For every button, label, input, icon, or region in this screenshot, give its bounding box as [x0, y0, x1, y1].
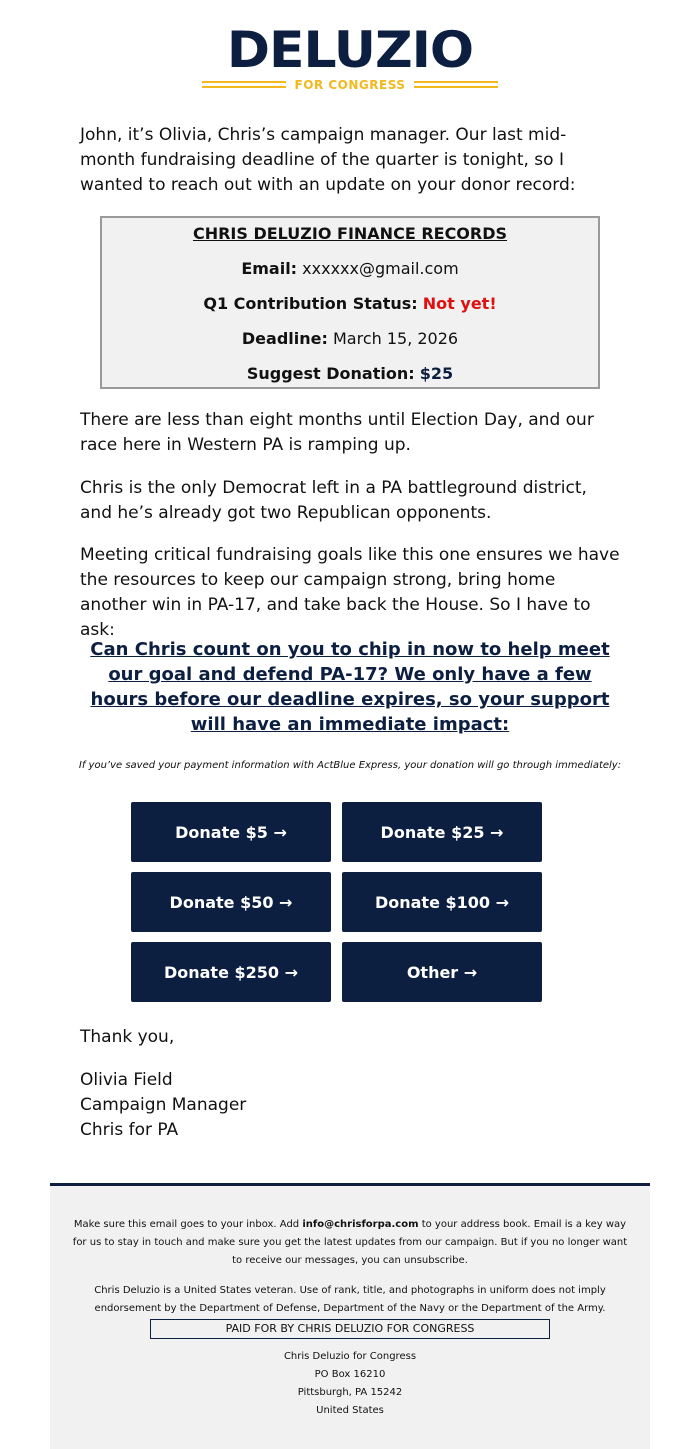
donation-value: $25 — [419, 364, 454, 383]
logo-rule-left-bottom — [202, 86, 286, 88]
deadline-label: Deadline: — [241, 329, 328, 348]
signoff-org: Chris for PA — [80, 1120, 179, 1140]
donate-100-button[interactable]: Donate $100 → — [342, 872, 542, 932]
paid-for-box: PAID FOR BY CHRIS DELUZIO FOR CONGRESS — [150, 1319, 550, 1339]
email-footer — [50, 1183, 650, 1449]
intro-paragraph: John, it’s Olivia, Chris’s campaign manager. Our last mid-month fundraising deadline of the quarter is tonight, so I wanted to reach out with an update on your donor record: — [80, 125, 576, 195]
logo-rule-left-top — [202, 81, 286, 83]
footer-disclaimer: Chris Deluzio is a United States veteran. Use of rank, title, and photographs in uniform does not imply endorsement by the Department of Defense, Department of the Navy or the Department of the Army. — [94, 1285, 606, 1314]
deadline-value: March 15, 2026 — [332, 329, 459, 348]
footer-inbox-text: Make sure this email goes to your inbox. Add — [73, 1219, 303, 1230]
records-email-row — [102, 253, 598, 288]
logo-tagline-row — [200, 78, 500, 94]
records-title-row — [102, 218, 598, 253]
records-title: CHRIS DELUZIO FINANCE RECORDS — [192, 224, 508, 243]
logo-rule-right-bottom — [414, 86, 498, 88]
actblue-express-note: If you’ve saved your payment information with ActBlue Express, your donation will go through immediately: — [78, 760, 622, 771]
address-line: United States — [316, 1405, 384, 1416]
donate-other-button[interactable]: Other → — [342, 942, 542, 1002]
unsubscribe-link[interactable]: unsubscribe — [404, 1255, 465, 1266]
donate-50-button[interactable]: Donate $50 → — [131, 872, 331, 932]
email-label: Email: — [241, 259, 298, 278]
footer-inbox-note — [70, 1216, 630, 1270]
finance-records-box — [100, 216, 600, 389]
records-donation-row — [102, 358, 598, 393]
address-line: Chris Deluzio for Congress — [283, 1351, 417, 1362]
body-paragraph: There are less than eight months until Election Day, and our race here in Western PA is ramping up. — [80, 410, 594, 455]
campaign-logo — [200, 21, 500, 96]
status-value: Not yet! — [422, 294, 497, 313]
logo-rule-right-top — [414, 81, 498, 83]
signoff-role: Campaign Manager — [80, 1095, 247, 1115]
donate-5-button[interactable]: Donate $5 → — [131, 802, 331, 862]
records-deadline-row — [102, 323, 598, 358]
address-line: PO Box 16210 — [314, 1369, 386, 1380]
donate-25-button[interactable]: Donate $25 → — [342, 802, 542, 862]
footer-inbox-text: to your address book. Email is a key way for us to stay in touch and make sure you get the latest updates from our campaign. But if you no longer want to receive our messages, you can — [72, 1219, 628, 1266]
logo-tagline: FOR CONGRESS — [294, 78, 406, 92]
body-paragraph: Meeting critical fundraising goals like this one ensures we have the resources to keep our campaign strong, bring home another win in PA-17, and take back the House. So I have to ask: — [80, 545, 620, 640]
status-label: Q1 Contribution Status: — [203, 294, 418, 313]
email-value: xxxxxx@gmail.com — [302, 259, 459, 278]
footer-address — [70, 1348, 630, 1420]
donate-250-button[interactable]: Donate $250 → — [131, 942, 331, 1002]
body-paragraph: Chris is the only Democrat left in a PA battleground district, and he’s already got two Republican opponents. — [80, 478, 587, 523]
footer-email-link[interactable]: info@chrisforpa.com — [302, 1219, 419, 1230]
logo-wordmark: DELUZIO — [226, 21, 474, 79]
signoff-thanks: Thank you, — [80, 1027, 175, 1047]
donate-ask-link[interactable]: Can Chris count on you to chip in now to help meet our goal and defend PA-17? We only have a few hours before our deadline expires, so your support will have an immediate impact: — [90, 639, 610, 735]
records-status-row — [102, 288, 598, 323]
footer-inbox-text: . — [464, 1255, 468, 1266]
address-line: Pittsburgh, PA 15242 — [297, 1387, 403, 1398]
donation-label: Suggest Donation: — [246, 364, 415, 383]
signoff-name: Olivia Field — [80, 1070, 173, 1090]
